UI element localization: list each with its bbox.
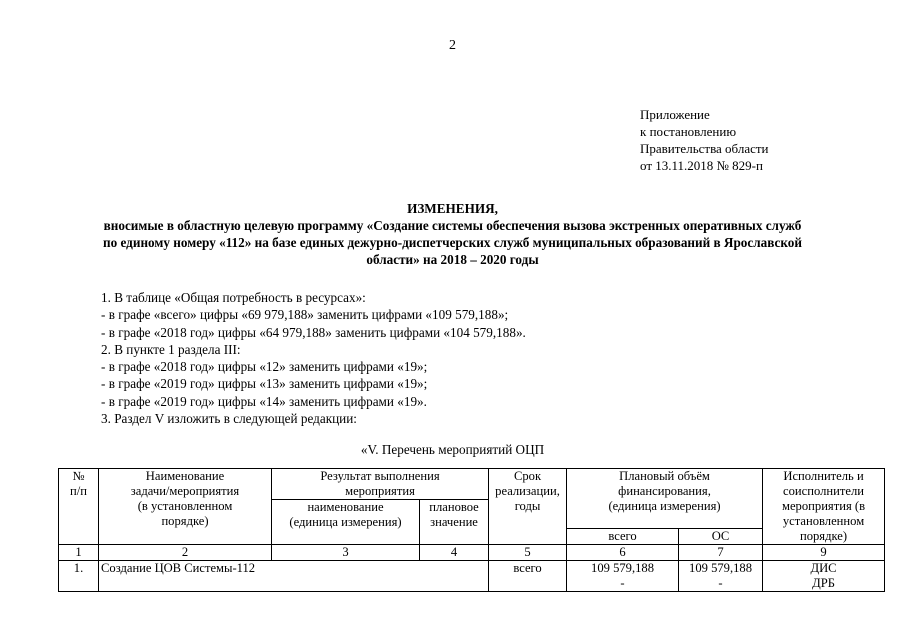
- row-task: Создание ЦОВ Системы-112: [99, 561, 489, 592]
- header-term: Срок реализации, годы: [489, 469, 567, 545]
- column-number: 4: [420, 545, 489, 561]
- appendix-line: Правительства области: [640, 141, 769, 156]
- appendix-line: от 13.11.2018 № 829-п: [640, 158, 763, 173]
- header-result-name: наименование (единица измерения): [272, 500, 420, 545]
- header-result-plan: плановое значение: [420, 500, 489, 545]
- change-item: 1. В таблице «Общая потребность в ресурсах»:: [101, 290, 366, 305]
- page-number: 2: [449, 38, 456, 53]
- header-finance: Плановый объём финансирования, (единица измерения): [567, 469, 763, 529]
- column-number: 3: [272, 545, 420, 561]
- table-header-row: [59, 469, 885, 500]
- change-items: [101, 289, 526, 427]
- measures-table: [58, 468, 885, 592]
- change-item: - в графе «2019 год» цифры «14» заменить цифрами «19».: [101, 393, 427, 409]
- heading-line: области» на 2018 – 2020 годы: [366, 252, 539, 267]
- change-item: - в графе «2018 год» цифры «64 979,188» заменить цифрами «104 579,188».: [101, 324, 526, 340]
- appendix-line: Приложение: [640, 107, 710, 122]
- row-os: 109 579,188 -: [679, 561, 763, 592]
- header-total: всего: [567, 529, 679, 545]
- heading-line: вносимые в областную целевую программу «Создание системы обеспечения вызова экстренных оперативных служб: [103, 218, 802, 233]
- change-item: - в графе «2019 год» цифры «13» заменить цифрами «19»;: [101, 376, 428, 392]
- header-task: Наименование задачи/мероприятия (в установленном порядке): [99, 469, 272, 545]
- header-result: Результат выполнения мероприятия: [272, 469, 489, 500]
- change-item: 2. В пункте 1 раздела III:: [101, 341, 241, 357]
- heading-title: ИЗМЕНЕНИЯ,: [407, 201, 498, 216]
- document-heading: [40, 200, 865, 268]
- column-number: 9: [763, 545, 885, 561]
- column-number: 1: [59, 545, 99, 561]
- table-row: [59, 561, 885, 592]
- change-item: 3. Раздел V изложить в следующей редакции:: [101, 411, 357, 427]
- column-number: 2: [99, 545, 272, 561]
- appendix-block: [640, 106, 769, 174]
- appendix-line: к постановлению: [640, 124, 737, 139]
- header-os: ОС: [679, 529, 763, 545]
- header-num: № п/п: [59, 469, 99, 545]
- heading-line: по единому номеру «112» на базе единых дежурно-диспетчерских служб муниципальных образований в Ярославской: [103, 235, 802, 250]
- change-item: - в графе «2018 год» цифры «12» заменить цифрами «19»;: [101, 359, 428, 375]
- column-number: 6: [567, 545, 679, 561]
- row-term: всего: [489, 561, 567, 592]
- header-executor: Исполнитель и соисполнители мероприятия (в установленном порядке): [763, 469, 885, 545]
- section-title: «V. Перечень мероприятий ОЦП: [360, 442, 545, 457]
- row-num: 1.: [59, 561, 99, 592]
- row-executor: ДИС ДРБ: [763, 561, 885, 592]
- change-item: - в графе «всего» цифры «69 979,188» заменить цифрами «109 579,188»;: [101, 307, 509, 323]
- column-number-row: [59, 545, 885, 561]
- column-number: 7: [679, 545, 763, 561]
- column-number: 5: [489, 545, 567, 561]
- row-total: 109 579,188 -: [567, 561, 679, 592]
